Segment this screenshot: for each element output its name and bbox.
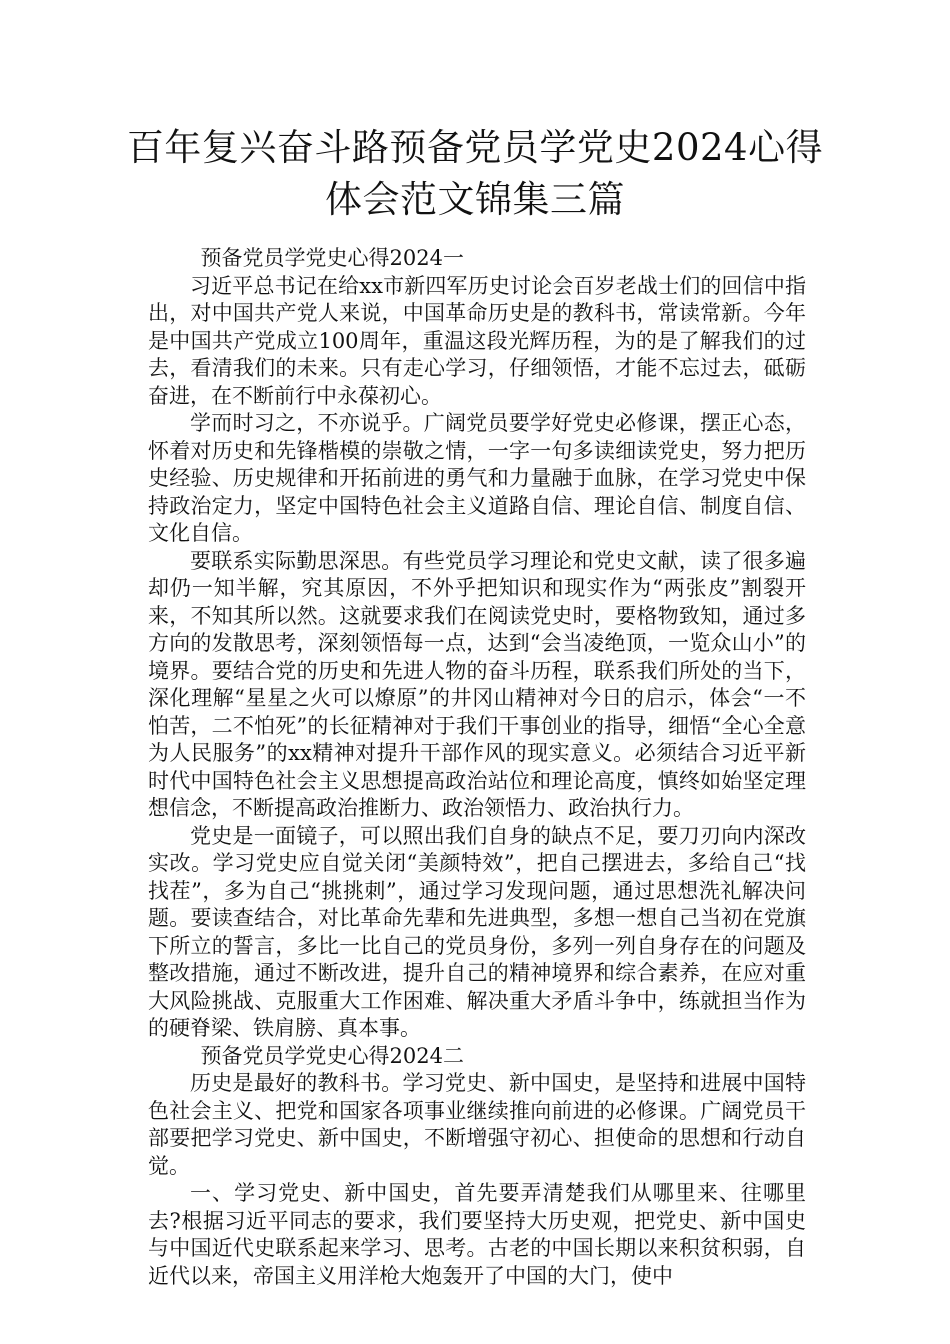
- section-heading: 预备党员学党史心得2024二: [200, 1043, 464, 1068]
- paragraph: 党史是一面镜子，可以照出我们自身的缺点不足，要刀刃向内深改实改。学习党史应自觉关闭“美颜特效”，把自己摆进去，多给自己“找找茬”，多为自己“挑挑刺”，通过学习发现问题，通过思想洗礼解决问题。要读查结合，对比革命先辈和先进典型，多想一想自己当初在党旗下所立的誓言，多比一比自己的党员身份，多列一列自身存在的问题及整改措施，通过不断改进，提升自己的精神境界和综合素养，在应对重大风险挑战、克服重大工作困难、解决重大矛盾斗争中，练就担当作为的硬脊梁、铁肩膀、真本事。: [148, 823, 806, 1040]
- paragraph: 历史是最好的教科书。学习党史、新中国史，是坚持和进展中国特色社会主义、把党和国家各项事业继续推向前进的必修课。广阔党员干部要把学习党史、新中国史，不断增强守初心、担使命的思想和行动自觉。: [148, 1071, 806, 1178]
- document-title: 百年复兴奋斗路预备党员学党史2024心得体会范文锦集三篇: [126, 126, 824, 221]
- paragraph: 学而时习之，不亦说乎。广阔党员要学好党史必修课，摆正心态，怀着对历史和先锋楷模的崇敬之情，一字一句多读细读党史，努力把历史经验、历史规律和开拓前进的勇气和力量融于血脉，在学习党史中保持政治定力，坚定中国特色社会主义道路自信、理论自信、制度自信、文化自信。: [148, 411, 806, 545]
- section-heading: 预备党员学党史心得2024一: [200, 246, 464, 270]
- paragraph: 一、学习党史、新中国史，首先要弄清楚我们从哪里来、往哪里去?根据习近平同志的要求，我们要坚持大历史观，把党史、新中国史与中国近代史联系起来学习、思考。古老的中国长期以来积贫积弱，自近代以来，帝国主义用洋枪大炮轰开了中国的大门，使中: [148, 1181, 806, 1288]
- document-body: [148, 245, 806, 1290]
- paragraph: 要联系实际勤思深思。有些党员学习理论和党史文献，读了很多遍却仍一知半解，究其原因，不外乎把知识和现实作为“两张皮”割裂开来，不知其所以然。这就要求我们在阅读党史时，要格物致知，通过多方向的发散思考，深刻领悟每一点，达到“会当凌绝顶，一览众山小”的境界。要结合党的历史和先进人物的奋斗历程，联系我们所处的当下，深化理解“星星之火可以燎原”的井冈山精神对今日的启示，体会“一不怕苦，二不怕死”的长征精神对于我们干事创业的指导，细悟“全心全意为人民服务”的xx精神对提升干部作风的现实意义。必须结合习近平新时代中国特色社会主义思想提高政治站位和理论高度，慎终如始坚定理想信念，不断提高政治推断力、政治领悟力、政治执行力。: [148, 548, 806, 820]
- paragraph: 习近平总书记在给xx市新四军历史讨论会百岁老战士们的回信中指出，对中国共产党人来说，中国革命历史是的教科书，常读常新。今年是中国共产党成立100周年，重温这段光辉历程，为的是了解我们的过去，看清我们的未来。只有走心学习，仔细领悟，才能不忘过去，砥砺奋进，在不断前行中永葆初心。: [148, 273, 806, 408]
